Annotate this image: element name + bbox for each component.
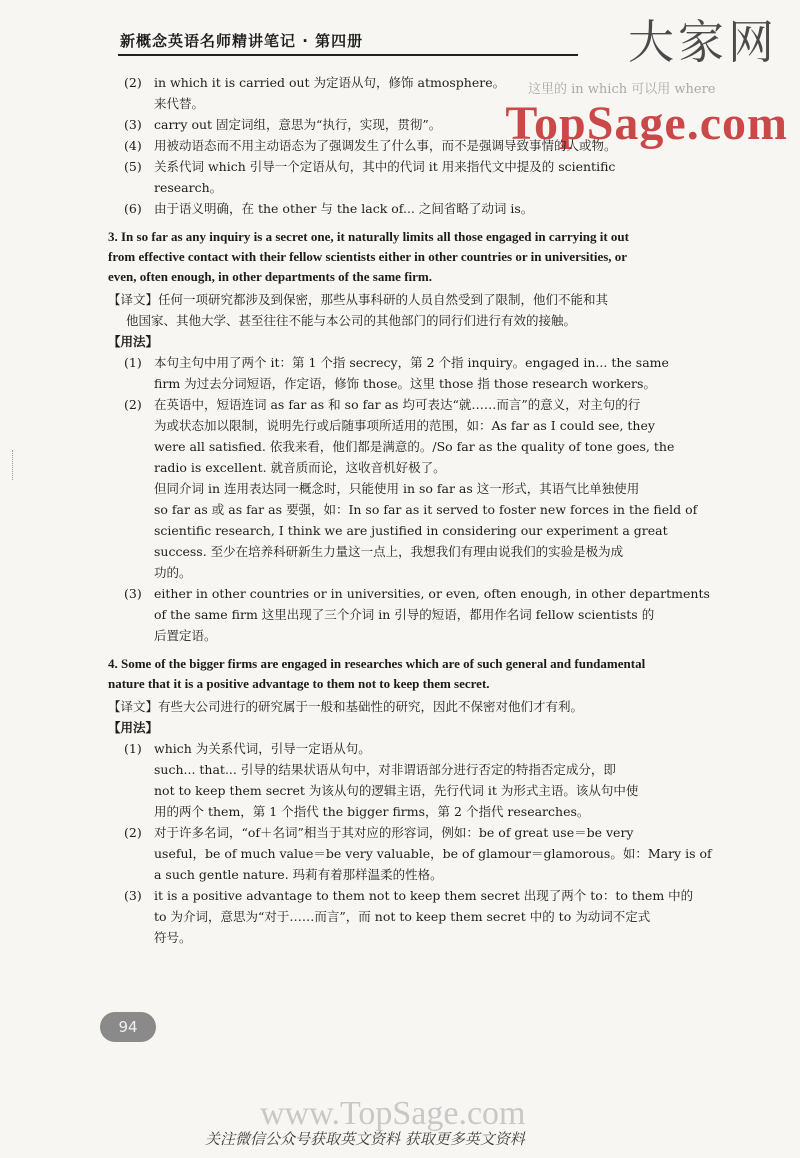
list-item: (3) either in other countries or in universities, or even, often enough, in other departments of the same firm 这里出现了三个介词 in 引导的短语，都用作名词 fellow scientists 的 后置定语。 — [124, 586, 710, 643]
sentence-3 — [108, 227, 718, 646]
usage-label-3: 【用法】 — [108, 334, 159, 349]
watermark-logo: 大家网 — [628, 15, 778, 69]
list-item: (4) 用被动语态而不用主动语态为了强调发生了什么事，而不是强调导致事情的人或物。 — [124, 138, 617, 153]
page-number: 94 — [100, 1012, 156, 1042]
watermark-url: www.TopSage.com — [260, 1095, 526, 1132]
sentence-3-text: 3. In so far as any inquiry is a secret one, it naturally limits all those engaged in carrying it out from effective contact with their fellow scientists either in other countries or in universities, or even, often enough, in other departments of the same firm. — [108, 229, 629, 284]
translation-3: 【译文】任何一项研究都涉及到保密，那些从事科研的人员自然受到了限制，他们不能和其 他国家、其他大学、甚至往往不能与本公司的其他部门的同行们进行有效的接触。 — [108, 292, 609, 328]
book-title: 新概念英语名师精讲笔记 · 第四册 — [120, 32, 364, 50]
usage-label-4: 【用法】 — [108, 720, 159, 735]
page-header — [118, 20, 578, 56]
list-item: research。 — [154, 180, 223, 195]
list-item: (2) 对于许多名词，“of＋名词”相当于其对应的形容词，例如：be of great use＝be very useful，be of much value＝be very valuable，be of glamour＝glamorous。如：Mary is of a such gentle nature. 玛莉有着那样温柔的性格。 — [124, 825, 712, 882]
list-item: (2) 在英语中，短语连词 as far as 和 so far as 均可表达“就……而言”的意义，对主句的行 为或状态加以限制，说明先行或后随事项所适用的范围，如：As far as I could see, they were all satisfied. 依我来看，他们都是满意的。/So far as the quality of tone goes, the radio is excellent. 就音质而论，这收音机好极了。 但同介词 in 连用表达同一概念时，只能使用 in so far as 这一形式，其语气比单独使用 so far as 或 as far as 要强，如：In so far as it served to foster new forces in the field of scientific research, I think we are justified in considering our experiment a great success. 至少在培养科研新生力量这一点上，我想我们有理由说我们的实验是极为成 功的。 — [124, 397, 698, 580]
list-item: (3) it is a positive advantage to them not to keep them secret 出现了两个 to：to them 中的 to 为介词，意思为“对于……而言”，而 not to keep them secret 中的 to 为动词不定式 符号。 — [124, 888, 694, 945]
translation-4: 【译文】有些大公司进行的研究属于一般和基础性的研究，因此不保密对他们才有利。 — [108, 699, 584, 714]
list-item: (2) in which it is carried out 为定语从句，修饰 atmosphere。 — [124, 75, 506, 90]
sentence-4-text: 4. Some of the bigger firms are engaged in researches which are of such general and fundamental nature that it is a positive advantage to them not to keep them secret. — [108, 656, 646, 691]
sentence-4 — [108, 654, 718, 948]
footer-note: 关注微信公众号获取英文资料 获取更多英文资料 — [205, 1130, 525, 1148]
margin-mark — [12, 450, 17, 480]
list-item: (5) 关系代词 which 引导一个定语从句，其中的代词 it 用来指代文中提及的 scientific — [124, 159, 616, 174]
list-item: (1) which 为关系代词，引导一定语从句。 such... that... 引导的结果状语从句中，对非谓语部分进行否定的特指否定成分，即 not to keep them secret 为该从句的逻辑主语，先行代词 it 为形式主语。该从句中使 用的两个 them，第 1 个指代 the bigger firms，第 2 个指代 researches。 — [124, 741, 639, 819]
watermark-brand: TopSage.com — [505, 97, 788, 150]
page-content — [108, 72, 718, 948]
list-item: 来代替。 — [154, 96, 205, 111]
list-item: (3) carry out 固定词组，意思为“执行，实现，贯彻”。 — [124, 117, 442, 132]
note-list-top — [108, 72, 718, 219]
list-item: (1) 本句主句中用了两个 it：第 1 个指 secrecy，第 2 个指 inquiry。engaged in... the same firm 为过去分词短语，作定语，修饰 those。这里 those 指 those research workers。 — [124, 355, 669, 391]
watermark-note: 这里的 in which 可以用 where — [528, 82, 716, 97]
list-item: (6) 由于语义明确，在 the other 与 the lack of... 之间省略了动词 is。 — [124, 201, 534, 216]
